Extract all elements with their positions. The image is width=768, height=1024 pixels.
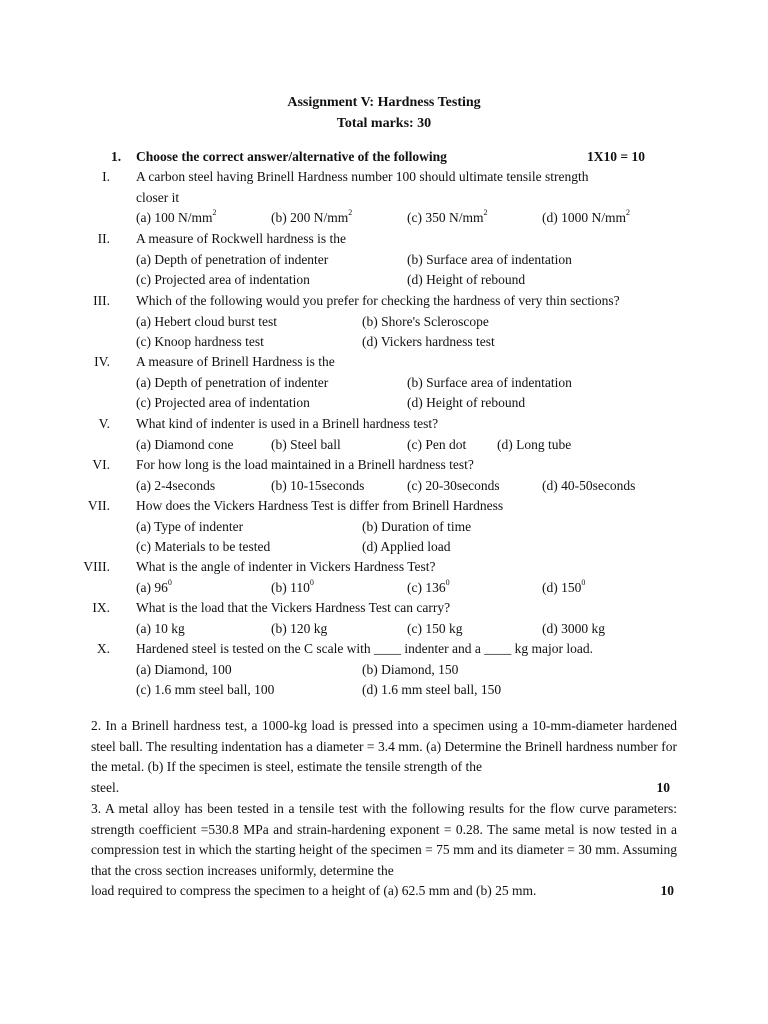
answer-option — [362, 520, 471, 534]
answer-option — [362, 663, 458, 677]
answer-option — [136, 622, 185, 636]
option-label: (c) Pen dot — [407, 436, 467, 452]
option-superscript: 0 — [309, 577, 314, 587]
answer-option — [407, 438, 466, 452]
answer-option — [136, 208, 217, 226]
option-label: (b) 10-15seconds — [271, 477, 365, 493]
question-number: X. — [96, 641, 110, 656]
option-label: (d) 150 — [542, 579, 582, 595]
option-label: (d) Height of rebound — [407, 395, 526, 411]
question-text: For how long is the load maintained in a Brinell hardness test? — [136, 457, 474, 472]
option-label: (d) 1.6 mm steel ball, 150 — [362, 682, 502, 698]
question-number: II. — [97, 231, 110, 246]
answer-option — [136, 540, 270, 554]
section-heading: Choose the correct answer/alternative of the following — [136, 149, 447, 164]
answer-option — [136, 273, 310, 287]
option-label: (c) 136 — [407, 579, 446, 595]
answer-option — [362, 335, 495, 349]
option-label: (d) 3000 kg — [542, 620, 605, 636]
option-label: (b) 120 kg — [271, 620, 328, 636]
option-label: (c) Materials to be tested — [136, 539, 271, 555]
option-label: (d) Applied load — [362, 539, 451, 555]
question-number: III. — [93, 293, 110, 308]
option-superscript: 2 — [626, 208, 630, 218]
answer-option — [542, 577, 586, 595]
question-number: VII. — [87, 498, 110, 513]
question-3-text: 3. A metal alloy has been tested in a tensile test with the following results for the flow curve parameters: strength coefficient =530.8 MPa and strain-hardening exponent = 0.28. The same metal is now tested in a compression test in which the starting height of the specimen = 75 mm and its diameter = 30 mm. Assuming that the cross section increases uniformly, determine the — [91, 801, 677, 878]
question-3-last-line: load required to compress the specimen to a height of (a) 62.5 mm and (b) 25 mm. — [91, 883, 537, 899]
answer-option — [136, 335, 264, 349]
option-label: (a) Diamond cone — [136, 436, 234, 452]
question-2 — [91, 716, 677, 798]
answer-option — [542, 622, 605, 636]
question-text: What is the load that the Vickers Hardness Test can carry? — [136, 600, 451, 615]
answer-option — [136, 376, 328, 390]
option-label: (c) 1.6 mm steel ball, 100 — [136, 682, 275, 698]
option-label: (d) Vickers hardness test — [362, 334, 495, 350]
option-label: (a) 100 N/mm — [136, 210, 213, 226]
section-number: 1. — [111, 149, 122, 164]
question-text-continued: closer it — [136, 189, 180, 205]
option-label: (a) Diamond, 100 — [136, 661, 232, 677]
section-marks: 1X10 = 10 — [587, 149, 645, 164]
option-label: (a) Depth of penetration of indenter — [136, 251, 329, 267]
option-superscript: 2 — [212, 208, 217, 218]
option-label: (b) Surface area of indentation — [407, 251, 572, 267]
question-2-text: 2. In a Brinell hardness test, a 1000-kg load is pressed into a specimen using a 10-mm-diameter hardened steel ball. The resulting indentation has a diameter = 3.4 mm. (a) Determine the Brinell hardness number for the metal. (b) If the specimen is steel, estimate the tensile strength of the — [91, 718, 677, 775]
answer-option — [271, 208, 353, 226]
question-3-marks: 10 — [660, 883, 674, 899]
option-superscript: 0 — [581, 577, 586, 587]
option-label: (a) Type of indenter — [136, 518, 244, 534]
answer-option — [407, 396, 525, 410]
question-text: How does the Vickers Hardness Test is differ from Brinell Hardness — [136, 498, 504, 513]
answer-option — [407, 622, 462, 636]
option-label: (c) 150 kg — [407, 620, 463, 636]
question-text: Hardened steel is tested on the C scale with ____ indenter and a ____ kg major load. — [136, 641, 594, 656]
option-label: (a) 96 — [136, 579, 168, 595]
answer-option — [362, 683, 501, 697]
total-marks: Total marks: 30 — [336, 116, 432, 131]
question-text: A measure of Brinell Hardness is the — [136, 354, 335, 369]
option-label: (c) Projected area of indentation — [136, 395, 310, 411]
question-3 — [91, 799, 677, 902]
answer-option — [271, 622, 327, 636]
option-label: (d) 1000 N/mm — [542, 210, 626, 226]
option-label: (c) Projected area of indentation — [136, 272, 310, 288]
option-label: (b) Surface area of indentation — [407, 374, 572, 390]
option-label: (d) Long tube — [497, 436, 572, 452]
option-label: (c) Knoop hardness test — [136, 334, 264, 350]
option-label: (a) Depth of penetration of indenter — [136, 374, 329, 390]
question-text: A measure of Rockwell hardness is the — [136, 231, 346, 246]
answer-option — [136, 683, 274, 697]
answer-option — [136, 479, 215, 493]
option-label: (b) 200 N/mm — [271, 210, 349, 226]
question-2-last-line: steel. — [91, 779, 120, 795]
option-label: (b) Steel ball — [271, 436, 341, 452]
option-superscript: 2 — [348, 208, 353, 218]
answer-option — [136, 315, 277, 329]
answer-option — [407, 208, 488, 226]
option-label: (b) Diamond, 150 — [362, 661, 459, 677]
option-label: (b) Duration of time — [362, 518, 472, 534]
option-label: (a) 2-4seconds — [136, 477, 216, 493]
answer-option — [542, 208, 630, 226]
answer-option — [271, 479, 364, 493]
option-label: (d) Height of rebound — [407, 272, 526, 288]
option-superscript: 0 — [445, 577, 450, 587]
answer-option — [407, 273, 525, 287]
answer-option — [136, 253, 328, 267]
answer-option — [271, 577, 314, 595]
question-text: Which of the following would you prefer for checking the hardness of very thin sections? — [136, 293, 620, 308]
option-label: (b) Shore's Scleroscope — [362, 313, 489, 329]
option-label: (a) Hebert cloud burst test — [136, 313, 277, 329]
answer-option — [136, 663, 232, 677]
answer-option — [542, 479, 635, 493]
answer-option — [407, 376, 572, 390]
answer-option — [136, 438, 233, 452]
answer-option — [136, 577, 172, 595]
answer-option — [407, 253, 572, 267]
answer-option — [136, 520, 243, 534]
option-superscript: 2 — [483, 208, 488, 218]
answer-option — [407, 479, 500, 493]
question-text: What kind of indenter is used in a Brinell hardness test? — [136, 416, 439, 431]
option-label: (c) 20-30seconds — [407, 477, 500, 493]
answer-option — [497, 438, 571, 452]
question-number: VIII. — [83, 559, 110, 574]
option-label: (d) 40-50seconds — [542, 477, 636, 493]
answer-option — [136, 396, 310, 410]
question-number: I. — [102, 169, 110, 184]
option-label: (c) 350 N/mm — [407, 210, 484, 226]
question-number: IX. — [92, 600, 110, 615]
answer-option — [362, 540, 450, 554]
answer-option — [407, 577, 450, 595]
option-label: (b) 110 — [271, 579, 310, 595]
page-title: Assignment V: Hardness Testing — [287, 95, 481, 110]
question-text: A carbon steel having Brinell Hardness number 100 should ultimate tensile strength — [136, 169, 589, 184]
option-label: (a) 10 kg — [136, 620, 185, 636]
answer-option — [271, 438, 341, 452]
option-superscript: 0 — [167, 577, 172, 587]
answer-option — [362, 315, 489, 329]
question-number: IV. — [94, 354, 110, 369]
question-number: VI. — [92, 457, 110, 472]
question-number: V. — [98, 416, 110, 431]
question-2-marks: 10 — [656, 779, 670, 795]
question-text: What is the angle of indenter in Vickers Hardness Test? — [136, 559, 436, 574]
